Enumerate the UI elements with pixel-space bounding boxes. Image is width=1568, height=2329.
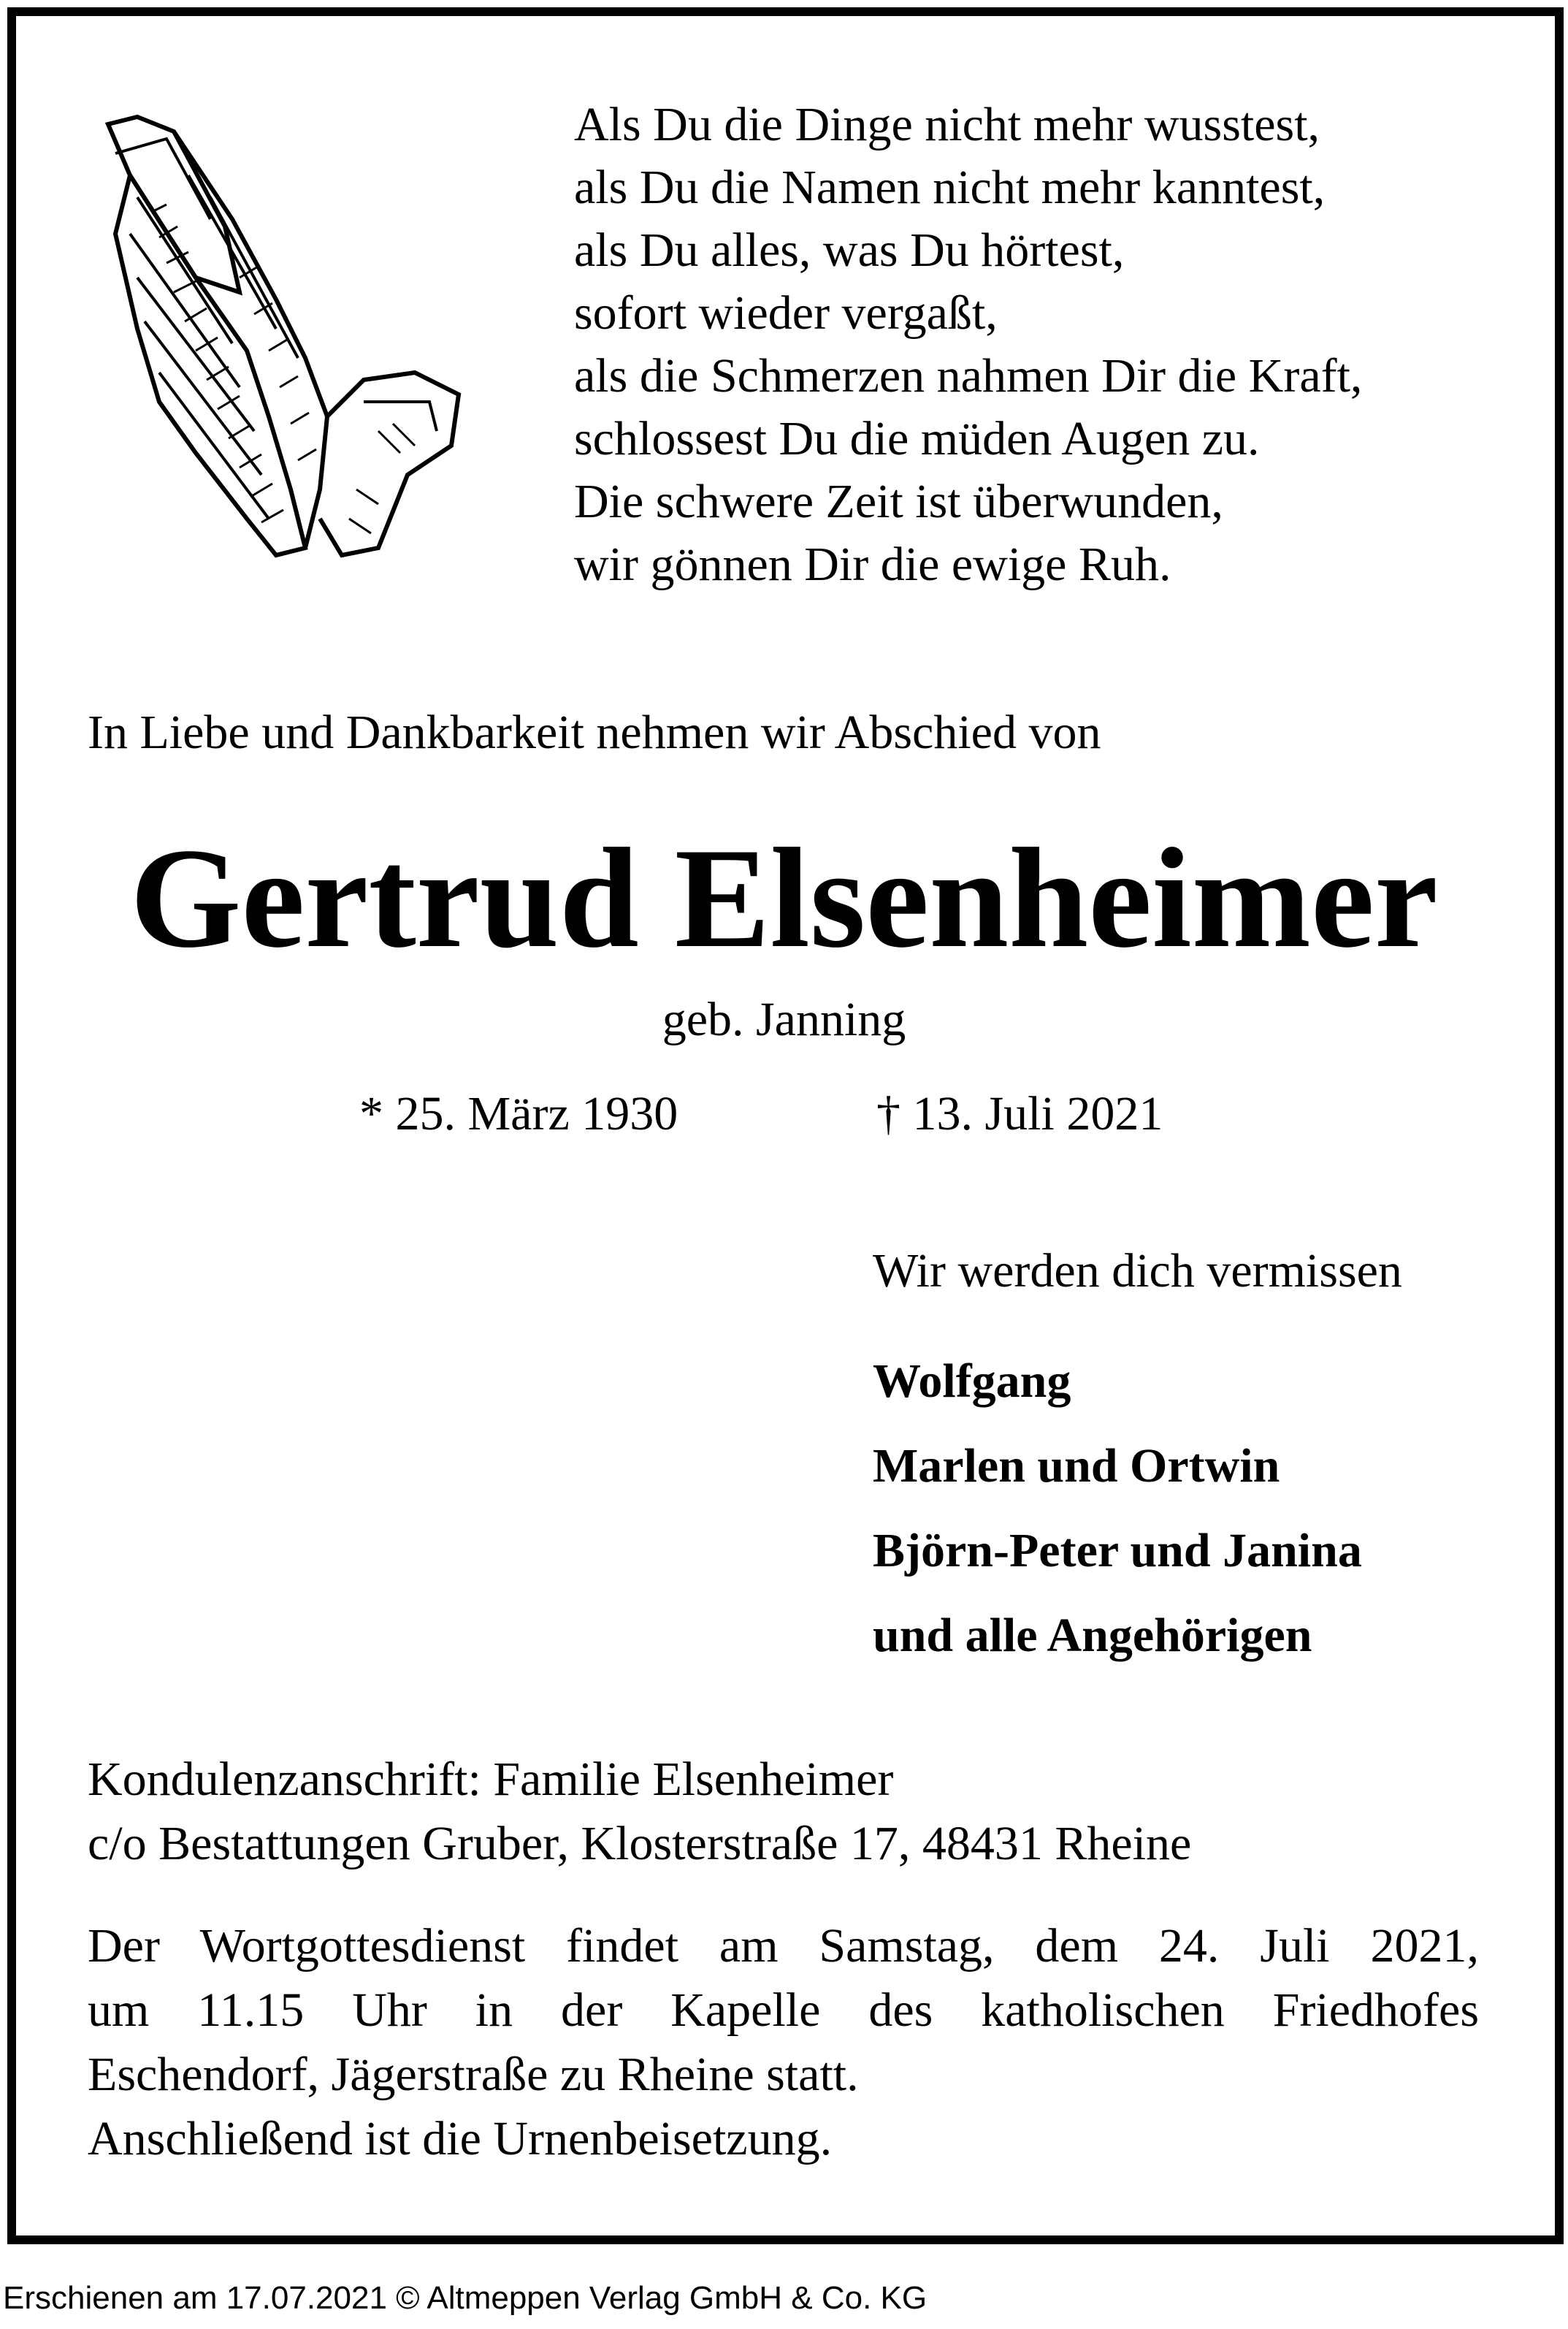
address-line: c/o Bestattungen Gruber, Klosterstraße 17, 48431 Rheine [88,1817,1192,1870]
poem-line: Als Du die Dinge nicht mehr wusstest, [574,98,1320,151]
service-line: Eschendorf, Jägerstraße zu Rheine statt. [88,2048,859,2101]
death-date: † 13. Juli 2021 [876,1087,1163,1140]
publication-footer: Erschienen am 17.07.2021 © Altmeppen Verlag GmbH & Co. KG [3,2280,928,2316]
birth-date: * 25. März 1930 [359,1087,678,1140]
maiden-name: geb. Janning [662,993,906,1046]
condolence-address [88,1747,1191,1876]
address-line: Kondulenzanschrift: Familie Elsenheimer [88,1753,894,1806]
service-line: Der Wortgottesdienst findet am Samstag, dem 24. Juli 2021, [88,1919,1479,1972]
intro-text: In Liebe und Dankbarkeit nehmen wir Abschied von [88,706,1101,759]
poem-line: schlossest Du die müden Augen zu. [574,412,1260,465]
praying-hands-icon [86,110,481,577]
poem-line: wir gönnen Dir die ewige Ruh. [574,538,1171,591]
service-line: Anschließend ist die Urnenbeisetzung. [88,2112,833,2165]
mourners-heading: Wir werden dich vermissen [873,1244,1402,1297]
poem-line: Die schwere Zeit ist überwunden, [574,475,1223,528]
mourners-list [873,1339,1362,1678]
poem-line: als Du die Namen nicht mehr kanntest, [574,161,1326,214]
poem-line: als Du alles, was Du hörtest, [574,224,1125,277]
service-info [88,1914,1479,2171]
mourner-name: Wolfgang [873,1354,1071,1408]
poem-line: sofort wieder vergaßt, [574,286,998,340]
deceased-name: Gertrud Elsenheimer [130,819,1438,977]
poem [574,94,1362,596]
mourner-name: und alle Angehörigen [873,1609,1312,1662]
service-line: um 11.15 Uhr in der Kapelle des katholischen Friedhofes [88,1983,1479,2037]
poem-line: als die Schmerzen nahmen Dir die Kraft, [574,349,1363,403]
mourner-name: Marlen und Ortwin [873,1439,1280,1493]
mourner-name: Björn-Peter und Janina [873,1524,1362,1577]
